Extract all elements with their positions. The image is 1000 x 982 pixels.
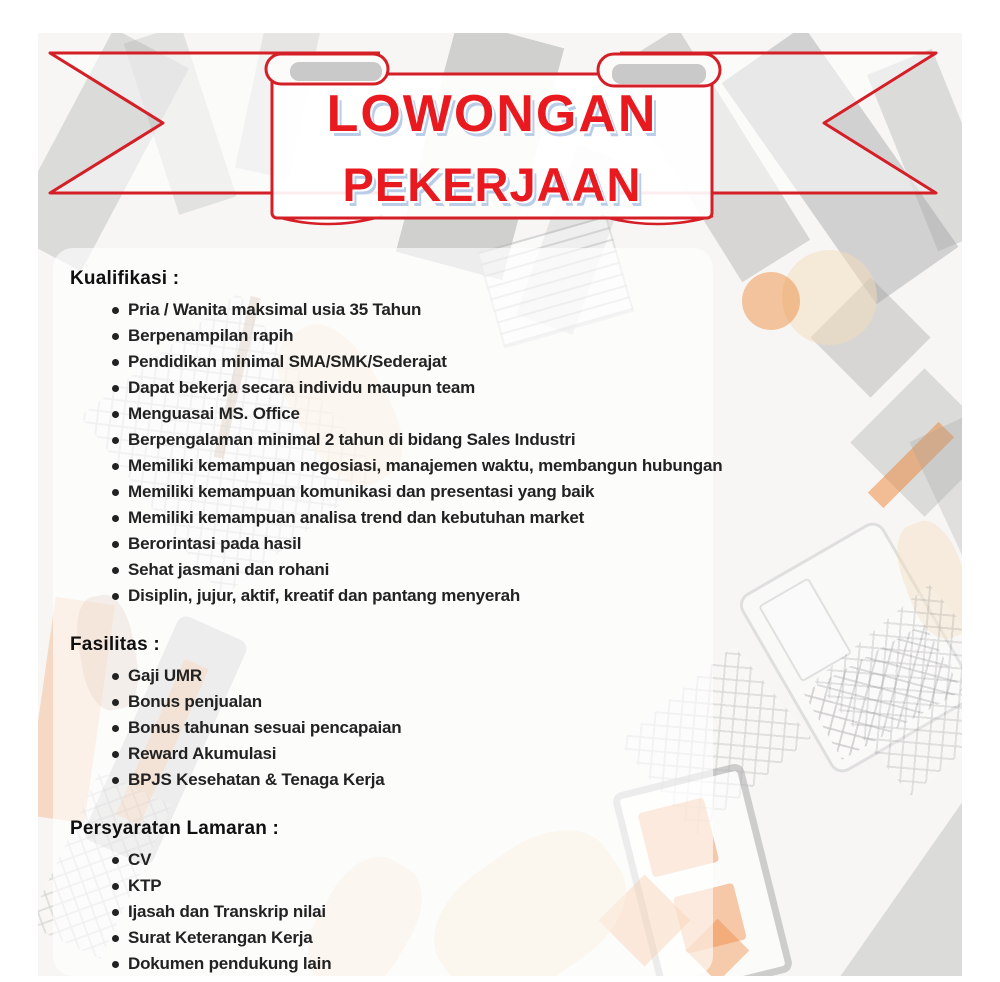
poster-title-line1: LOWONGAN: [326, 85, 658, 143]
section-list: [0, 847, 1000, 977]
list-item: Disiplin, jujur, aktif, kreatif dan pantang menyerah: [128, 583, 1000, 609]
list-item: Surat Keterangan Kerja: [128, 925, 1000, 951]
list-item: Memiliki kemampuan negosiasi, manajemen waktu, membangun hubungan: [128, 453, 1000, 479]
list-item: Pendidikan minimal SMA/SMK/Sederajat: [128, 349, 1000, 375]
section-list: [0, 663, 1000, 793]
list-item: Bonus tahunan sesuai pencapaian: [128, 715, 1000, 741]
list-item: Berpengalaman minimal 2 tahun di bidang Sales Industri: [128, 427, 1000, 453]
list-item: Dokumen pendukung lain: [128, 951, 1000, 977]
list-item: Sehat jasmani dan rohani: [128, 557, 1000, 583]
list-item: Gaji UMR: [128, 663, 1000, 689]
section-title: Fasilitas :: [70, 634, 160, 655]
section: [0, 632, 1000, 793]
list-item: KTP: [128, 873, 1000, 899]
list-item: Bonus penjualan: [128, 689, 1000, 715]
list-item: Menguasai MS. Office: [128, 401, 1000, 427]
list-item: CV: [128, 847, 1000, 873]
ribbon-left-curl-shadow: [290, 62, 382, 81]
list-item: Pria / Wanita maksimal usia 35 Tahun: [128, 297, 1000, 323]
list-item: Dapat bekerja secara individu maupun team: [128, 375, 1000, 401]
list-item: Ijasah dan Transkrip nilai: [128, 899, 1000, 925]
list-item: Memiliki kemampuan komunikasi dan presentasi yang baik: [128, 479, 1000, 505]
ribbon-banner: [0, 0, 1000, 250]
list-item: Reward Akumulasi: [128, 741, 1000, 767]
list-item: BPJS Kesehatan & Tenaga Kerja: [128, 767, 1000, 793]
poster-title-line2: PEKERJAAN: [342, 158, 642, 211]
section: [0, 266, 1000, 609]
section-title: Persyaratan Lamaran :: [70, 818, 280, 839]
list-item: Memiliki kemampuan analisa trend dan kebutuhan market: [128, 505, 1000, 531]
section-list: [0, 297, 1000, 609]
list-item: Berpenampilan rapih: [128, 323, 1000, 349]
list-item: Berorintasi pada hasil: [128, 531, 1000, 557]
poster-content: [0, 266, 1000, 977]
section-title: Kualifikasi :: [70, 268, 180, 289]
section: [0, 816, 1000, 977]
poster-title: [272, 80, 712, 216]
